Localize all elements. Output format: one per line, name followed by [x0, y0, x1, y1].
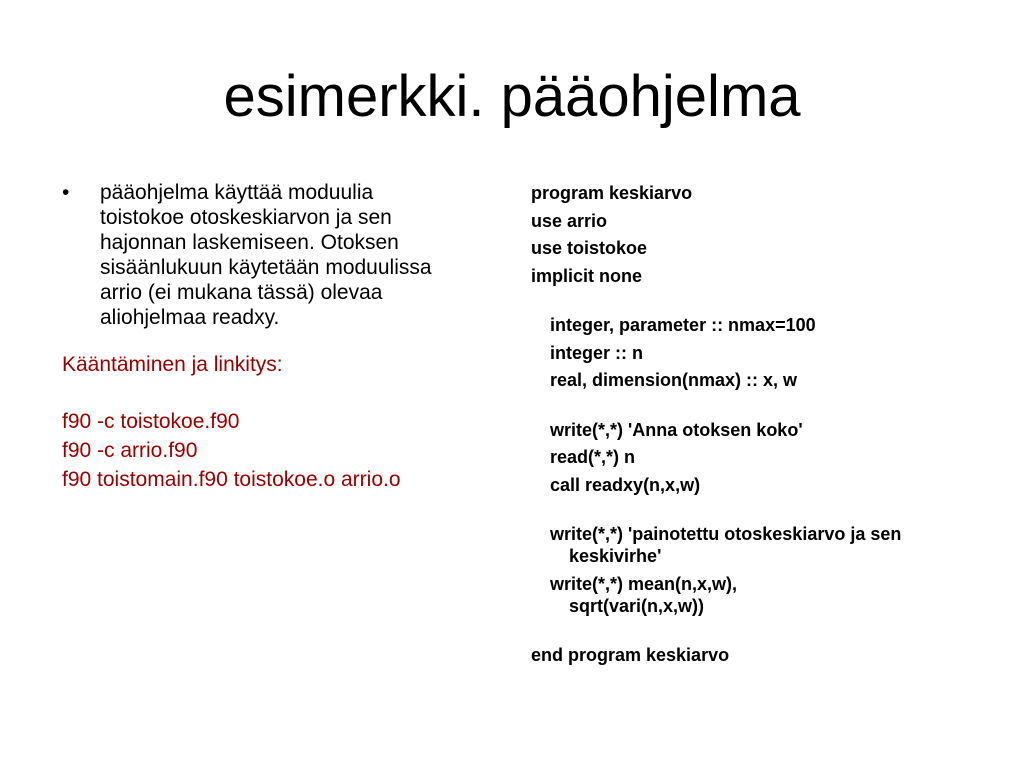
link-command: f90 toistomain.f90 toistokoe.o arrio.o [62, 468, 401, 491]
code-line: integer :: n [550, 342, 643, 363]
code-blank-line [531, 397, 1001, 419]
left-column [62, 180, 432, 492]
code-blank-line [531, 622, 1001, 644]
code-line: implicit none [531, 265, 643, 286]
code-line: end program keskiarvo [531, 645, 730, 665]
compile-command: f90 -c toistokoe.f90 [62, 410, 240, 433]
code-listing [531, 182, 1001, 672]
code-line: call readxy(n,x,w) [550, 474, 701, 495]
compile-command: f90 -c arrio.f90 [62, 439, 198, 462]
code-blank-line [531, 292, 1001, 314]
code-line: integer, parameter :: nmax=100 [550, 315, 816, 335]
compile-heading: Kääntäminen ja linkitys: [62, 353, 283, 376]
code-line: read(*,*) n [550, 447, 636, 467]
bullet-icon: • [62, 181, 70, 204]
code-line: write(*,*) mean(n,x,w), sqrt(vari(n,x,w)) [550, 573, 738, 616]
code-line: real, dimension(nmax) :: x, w [550, 370, 798, 390]
code-blank-line [531, 501, 1001, 523]
code-line: use toistokoe [531, 238, 648, 258]
slide-title: esimerkki. pääohjelma [223, 64, 801, 129]
bullet-text: pääohjelma käyttää moduulia toistokoe otoskeskiarvon ja sen hajonnan laskemiseen. Otoksen sisäänlukuun käytetään moduulissa arrio (ei mukana tässä) olevaa aliohjelmaa readxy. [100, 181, 432, 329]
code-line: program keskiarvo [531, 183, 693, 203]
code-line: write(*,*) 'painotettu otoskeskiarvo ja sen keskivirhe' [550, 524, 902, 566]
code-line: write(*,*) 'Anna otoksen koko' [550, 419, 803, 440]
bullet-item [62, 180, 432, 330]
code-line: use arrio [531, 210, 608, 231]
